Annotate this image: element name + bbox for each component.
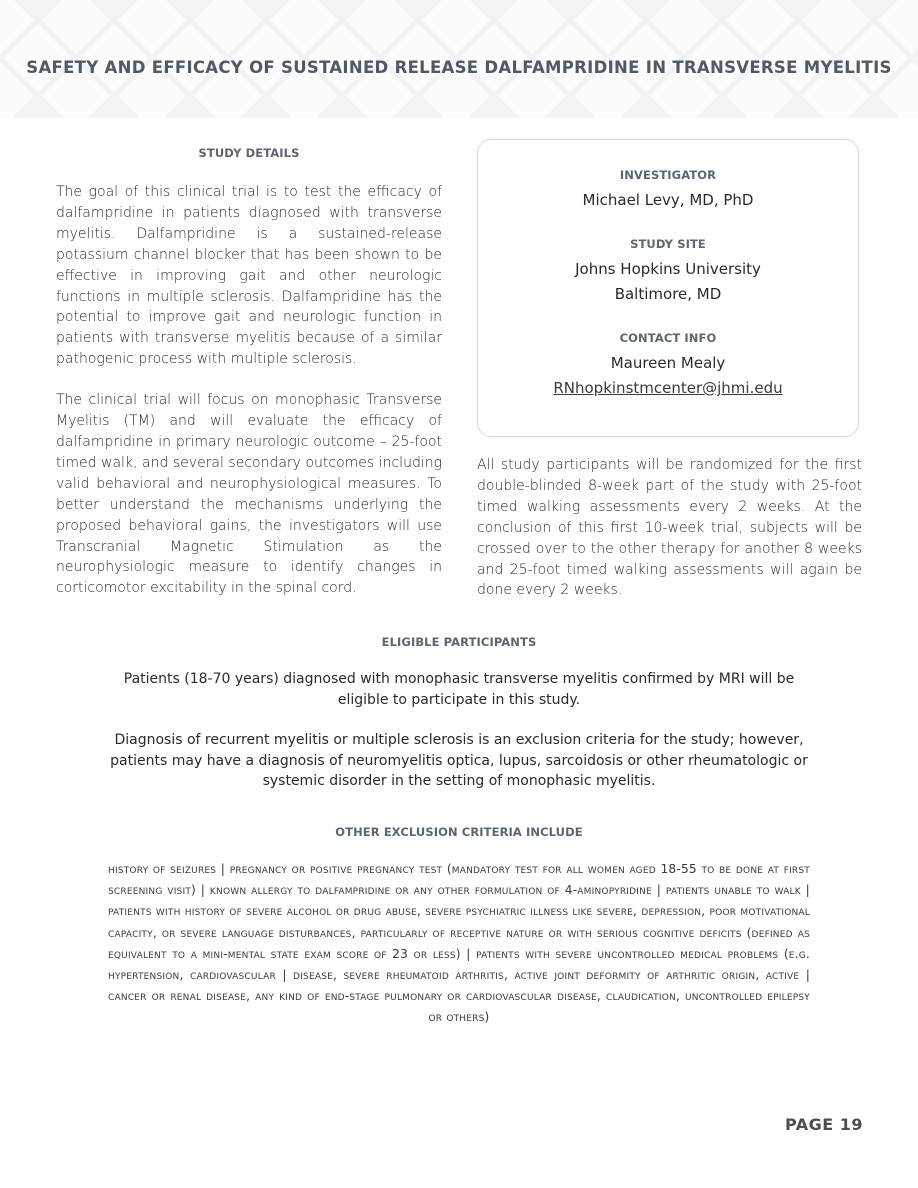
study-details-section xyxy=(56,146,442,599)
randomization-paragraph: All study participants will be randomized for the first double-blinded 8-week part of the study with 25-foot timed walking assessments every 2 weeks. At the conclusion of this first 10-week trial, subjects will be crossed over to the other therapy for another 8 weeks and 25-foot timed walking assessments will again be done every 2 weeks. xyxy=(477,457,862,599)
study-details-heading: STUDY DETAILS xyxy=(198,146,300,160)
page-title: SAFETY AND EFFICACY OF SUSTAINED RELEASE DALFAMPRIDINE IN TRANSVERSE MYELITIS xyxy=(26,58,892,77)
contact-heading: CONTACT INFO xyxy=(619,331,717,345)
page-number: PAGE 19 xyxy=(784,1115,863,1134)
eligible-participants-section xyxy=(100,635,818,792)
study-details-paragraph: The clinical trial will focus on monophasic Transverse Myelitis (TM) and will evaluate the efficacy of dalfampridine in primary neurologic outcome – 25-foot timed walk, and several secondary outcomes including valid behavioral and neurophysiological measures. To better understand the mechanisms underlying the proposed behavioral gains, the investigators will use Transcranial Magnetic Stimulation as the neurophysiologic measure to identify changes in corticomotor excitability in the spinal cord. xyxy=(56,392,442,597)
investigator-group xyxy=(478,168,858,213)
study-site-group xyxy=(478,237,858,307)
exclusion-list: history of seizures | pregnancy or positive pregnancy test (mandatory test for all women aged 18-55 to be done at first screening visit) | known allergy to dalfampridine or any other formulation of 4-aminopyridine | patients unable to walk | patients with history of severe alcohol or drug abuse, severe psychiatric illness like severe, depression, poor motivational capacity, or severe language disturbances, particularly of receptive nature or with serious cognitive deficits (defined as equivalent to a mini-mental state exam score of 23 or less) | patients with severe uncontrolled medical problems (e.g. hypertension, cardiovascular | disease, severe rheumatoid arthritis, active joint deformity of arthritic origin, active | cancer or renal disease, any kind of end-stage pulmonary or cardiovascular disease, claudication, uncontrolled epilepsy or others) xyxy=(108,862,810,1025)
study-details-paragraph: The goal of this clinical trial is to test the efficacy of dalfampridine in patients diagnosed with transverse myelitis. Dalfampridine is a sustained-release potassium channel blocker that has been shown to be effective in improving gait and other neurologic functions in multiple sclerosis. Dalfampridine has the potential to improve gait and neurologic function in patients with transverse myelitis because of a similar pathogenic process with multiple sclerosis. xyxy=(56,184,442,368)
investigator-name: Michael Levy, MD, PhD xyxy=(582,191,754,209)
eligible-paragraph: Patients (18-70 years) diagnosed with monophasic transverse myelitis confirmed by MRI will be eligible to participate in this study. xyxy=(123,671,795,708)
exclusion-heading: OTHER EXCLUSION CRITERIA INCLUDE xyxy=(335,825,583,839)
eligible-paragraph: Diagnosis of recurrent myelitis or multiple sclerosis is an exclusion criteria for the study; however, patients may have a diagnosis of neuromyelitis optica, lupus, sarcoidosis or other rheumatologic or systemic disorder in the setting of monophasic myelitis. xyxy=(110,732,808,790)
eligible-heading: ELIGIBLE PARTICIPANTS xyxy=(381,635,537,649)
contact-email-link[interactable]: RNhopkinstmcenter@jhmi.edu xyxy=(553,379,783,397)
contact-name: Maureen Mealy xyxy=(610,354,726,372)
study-site-heading: STUDY SITE xyxy=(630,237,706,251)
info-box xyxy=(477,139,859,437)
study-site-location: Baltimore, MD xyxy=(614,285,722,303)
investigator-heading: INVESTIGATOR xyxy=(619,168,717,182)
contact-group xyxy=(478,331,858,401)
study-site-name: Johns Hopkins University xyxy=(575,260,761,278)
exclusion-criteria-section xyxy=(108,825,810,1029)
randomization-section xyxy=(477,455,862,601)
